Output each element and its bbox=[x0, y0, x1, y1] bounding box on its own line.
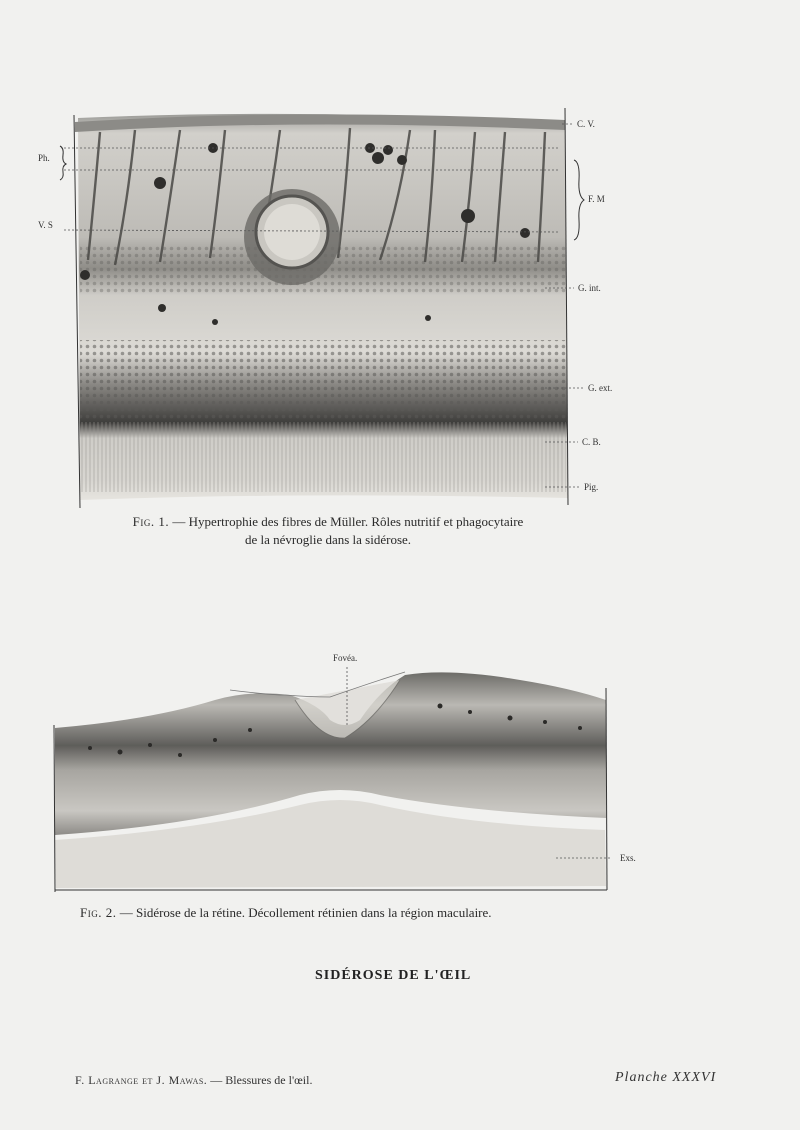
label-fovea: Fovéa. bbox=[333, 653, 358, 663]
figure-1-caption bbox=[88, 513, 568, 549]
plate-title: SIDÉROSE DE L'ŒIL bbox=[315, 968, 472, 983]
label-vs: V. S bbox=[38, 220, 53, 230]
label-ph: Ph. bbox=[38, 153, 50, 163]
label-pig: Pig. bbox=[584, 482, 599, 492]
label-fm: F. M bbox=[588, 194, 605, 204]
retina-section-fig2 bbox=[54, 667, 612, 892]
footer-citation bbox=[75, 1073, 312, 1088]
figure-2-number: Fig. 2. bbox=[80, 905, 117, 920]
label-cb: C. B. bbox=[582, 437, 601, 447]
figure-2-caption-text: — Sidérose de la rétine. Décollement rétinien dans la région maculaire. bbox=[116, 905, 492, 920]
figure-1-caption-line2: de la névroglie dans la sidérose. bbox=[244, 532, 412, 547]
label-gext: G. ext. bbox=[588, 383, 613, 393]
plate-number: Planche XXXVI bbox=[615, 1070, 717, 1085]
label-gint: G. int. bbox=[578, 283, 601, 293]
retina-section-fig1 bbox=[60, 108, 584, 508]
figure-1-number: Fig. 1. bbox=[132, 514, 170, 529]
figure-1-caption-text: — Hypertrophie des fibres de Müller. Rôles nutritif et phagocytaire bbox=[169, 514, 524, 529]
footer-authors: F. Lagrange et J. Mawas. bbox=[75, 1073, 208, 1087]
figure-2-caption bbox=[80, 904, 600, 922]
footer-book: — Blessures de l'œil. bbox=[207, 1073, 313, 1087]
label-cv: C. V. bbox=[577, 119, 595, 129]
label-exs: Exs. bbox=[620, 853, 636, 863]
